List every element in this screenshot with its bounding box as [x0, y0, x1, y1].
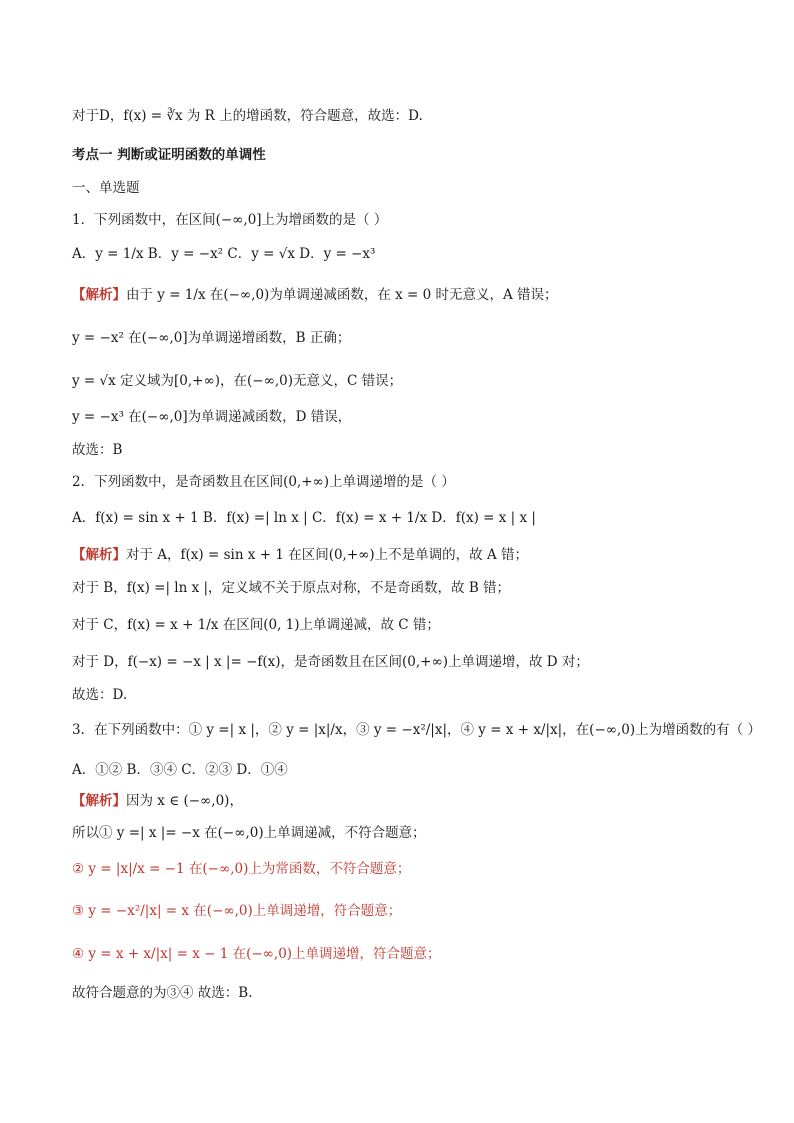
q3-answer: 故符合题意的为③④ 故选：B.: [72, 985, 253, 1001]
analysis-text: 由于 y = 1/x 在(−∞,0)为单调递减函数，在 x = 0 时无意义，A 错误；: [126, 287, 558, 303]
q2-analysis-2: 对于 B，f(x) =| ln x |，定义域不关于原点对称，不是奇函数，故 B 错；: [72, 580, 511, 596]
question-3: 3．在下列函数中：① y =| x |，② y = |x|/x，③ y = −x²/|x|，④ y = x + x/|x|，在(−∞,0)上为增函数的有（ ）: [72, 722, 761, 738]
q3-analysis-4: ③ y = −x²/|x| = x 在(−∞,0)上单调递增，符合题意；: [72, 903, 402, 919]
q2-analysis-3: 对于 C，f(x) = x + 1/x 在区间(0, 1)上单调递减，故 C 错；: [72, 617, 440, 633]
analysis-label: 【解析】: [72, 547, 126, 563]
q3-analysis-5: ④ y = x + x/|x| = x − 1 在(−∞,0)上单调递增，符合题意；: [72, 946, 441, 962]
question-1-options: A．y = 1/x B．y = −x² C．y = √x D．y = −x³: [72, 246, 376, 262]
q2-analysis-1: [72, 545, 528, 565]
question-1: 1．下列函数中，在区间(−∞,0]上为增函数的是（ ）: [72, 212, 388, 228]
analysis-text: 对于 A，f(x) = sin x + 1 在区间(0,+∞)上不是单调的，故 A 错；: [126, 547, 529, 563]
q2-analysis-4: 对于 D，f(−x) = −x | x |= −f(x)，是奇函数且在区间(0,+∞)上单调递增，故 D 对；: [72, 654, 589, 670]
q1-analysis-4: y = −x³ 在(−∞,0]为单调递减函数，D 错误，: [72, 409, 352, 425]
question-2: 2．下列函数中，是奇函数且在区间(0,+∞)上单调递增的是（ ）: [72, 474, 455, 490]
section-heading: 考点一 判断或证明函数的单调性: [72, 147, 266, 163]
analysis-text: 因为 x ∈ (−∞,0)，: [126, 793, 243, 809]
question-3-options: A．①② B．③④ C．②③ D．①④: [72, 762, 288, 778]
q3-analysis-1: [72, 791, 243, 811]
q3-analysis-2: 所以① y =| x |= −x 在(−∞,0)上单调递减，不符合题意；: [72, 825, 426, 841]
q1-analysis-2: y = −x² 在(−∞,0]为单调递增函数，B 正确；: [72, 330, 351, 346]
q1-analysis-3: y = √x 定义域为[0,+∞)，在(−∞,0)无意义，C 错误；: [72, 373, 403, 389]
q2-answer: 故选：D.: [72, 687, 128, 703]
analysis-label: 【解析】: [72, 287, 126, 303]
analysis-label: 【解析】: [72, 793, 126, 809]
prev-answer-line: 对于D，f(x) = ∛x 为 R 上的增函数，符合题意，故选：D.: [72, 108, 423, 124]
q1-analysis-1: [72, 285, 558, 305]
q1-answer: 故选：B: [72, 442, 123, 458]
subsection-heading: 一、单选题: [72, 180, 140, 196]
q3-analysis-3: ② y = |x|/x = −1 在(−∞,0)上为常函数，不符合题意；: [72, 861, 411, 877]
question-2-options: A．f(x) = sin x + 1 B．f(x) =| ln x | C．f(x) = x + 1/x D．f(x) = x | x |: [72, 510, 536, 526]
